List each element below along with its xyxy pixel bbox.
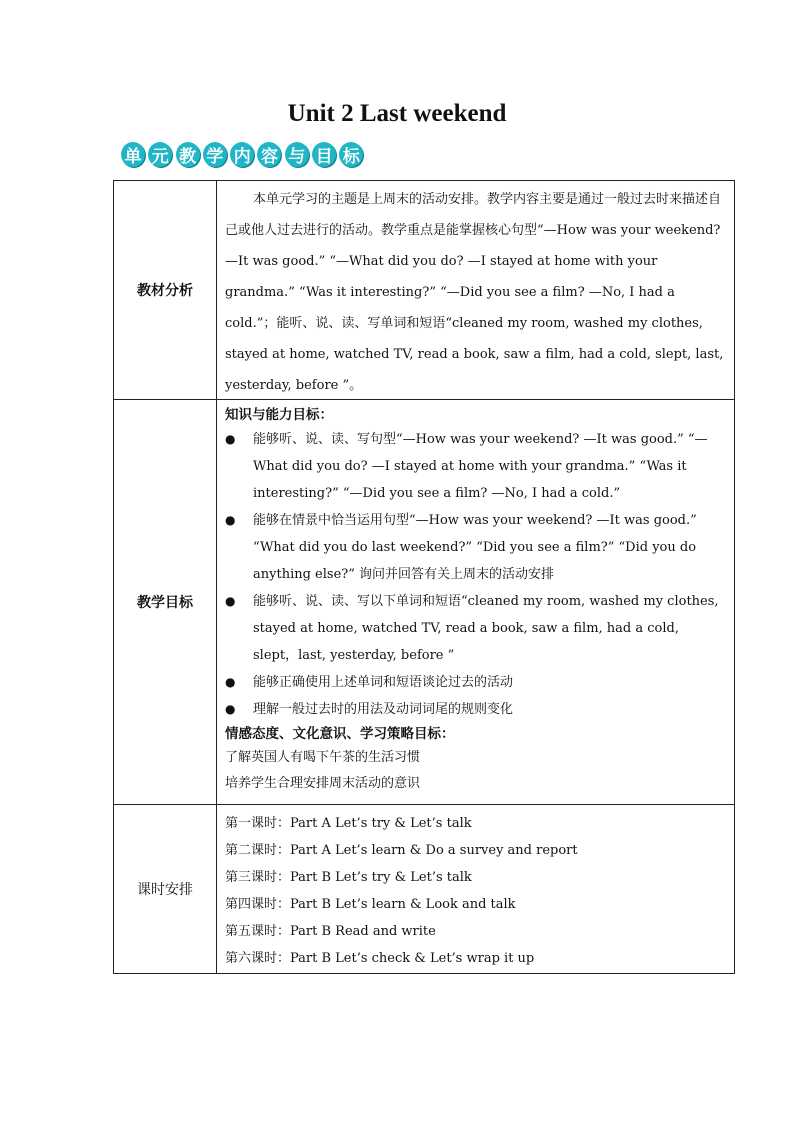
banner-char: 目: [312, 142, 336, 167]
lesson-item: 第二课时：Part A Let’s learn & Do a survey and report: [225, 843, 578, 858]
banner-char: 标: [339, 142, 363, 167]
analysis-text: 本单元学习的主题是上周末的活动安排。教学内容主要是通过一般过去时来描述自己或他人过去进行的活动。教学重点是能掌握核心句型“—How was your weekend? —It was good.” “—What did you do? —I stayed at home with your grandma.” “Was it interesting?” “—Did you see a film? —No, I had a cold.”；能听、说、读、写单词和短语“cleaned my room, washed my clothes, stayed at home, watched TV, read a book, saw a film, had a cold, slept, last, yesterday, before ”。: [225, 192, 724, 393]
lesson-item: 第五课时：Part B Read and write: [225, 924, 436, 939]
banner-char: 教: [176, 142, 200, 167]
row-label-analysis: 教材分析: [114, 181, 217, 400]
banner-char: 单: [121, 142, 145, 167]
schedule-cell: [217, 805, 735, 974]
list-item: ● 能够听、说、读、写句型“—How was your weekend? —It was good.” “—What did you do? —I stayed at home with your grandma.” “Was it interesting?” “—Did you see a film? —No, I had a cold.”: [225, 426, 727, 507]
list-item: ● 能够正确使用上述单词和短语谈论过去的活动: [225, 669, 727, 696]
lesson-item: 第三课时：Part B Let’s try & Let’s talk: [225, 870, 472, 885]
banner-char: 内: [230, 142, 254, 167]
lesson-item: 第一课时：Part A Let’s try & Let’s talk: [225, 816, 472, 831]
table-row-schedule: [114, 805, 735, 974]
section-banner: [121, 142, 367, 167]
page-title: Unit 2 Last weekend: [287, 100, 507, 127]
table-row-analysis: [114, 181, 735, 400]
list-item: ● 能够听、说、读、写以下单词和短语“cleaned my room, washed my clothes, stayed at home, watched TV, read a book, saw a film, had a cold, slept，last, yesterday, before ”: [225, 588, 727, 669]
analysis-cell: [217, 181, 735, 400]
lesson-item: 第四课时：Part B Let’s learn & Look and talk: [225, 897, 516, 912]
attitude-line: 了解英国人有喝下午茶的生活习惯: [225, 750, 421, 765]
table-row-objectives: [114, 400, 735, 805]
attitude-heading: 情感态度、文化意识、学习策略目标：: [225, 726, 455, 742]
banner-char: 学: [203, 142, 227, 167]
row-label-schedule: 课时安排: [114, 805, 217, 974]
objective-list: [225, 426, 727, 723]
objectives-cell: [217, 400, 735, 805]
banner-char: 与: [285, 142, 309, 167]
banner-char: 容: [257, 142, 281, 167]
list-item: ● 理解一般过去时的用法及动词词尾的规则变化: [225, 696, 727, 723]
lesson-item: 第六课时：Part B Let’s check & Let’s wrap it up: [225, 951, 535, 966]
list-item: ● 能够在情景中恰当运用句型“—How was your weekend? —It was good.” “What did you do last weekend?” “Did you see a film?” “Did you do anything else?” 询问并回答有关上周末的活动安排: [225, 507, 727, 588]
attitude-line: 培养学生合理安排周末活动的意识: [225, 776, 421, 791]
unit-content-table: [113, 180, 735, 974]
row-label-objectives: 教学目标: [114, 400, 217, 805]
knowledge-heading: 知识与能力目标：: [225, 407, 333, 423]
banner-char: 元: [148, 142, 172, 167]
